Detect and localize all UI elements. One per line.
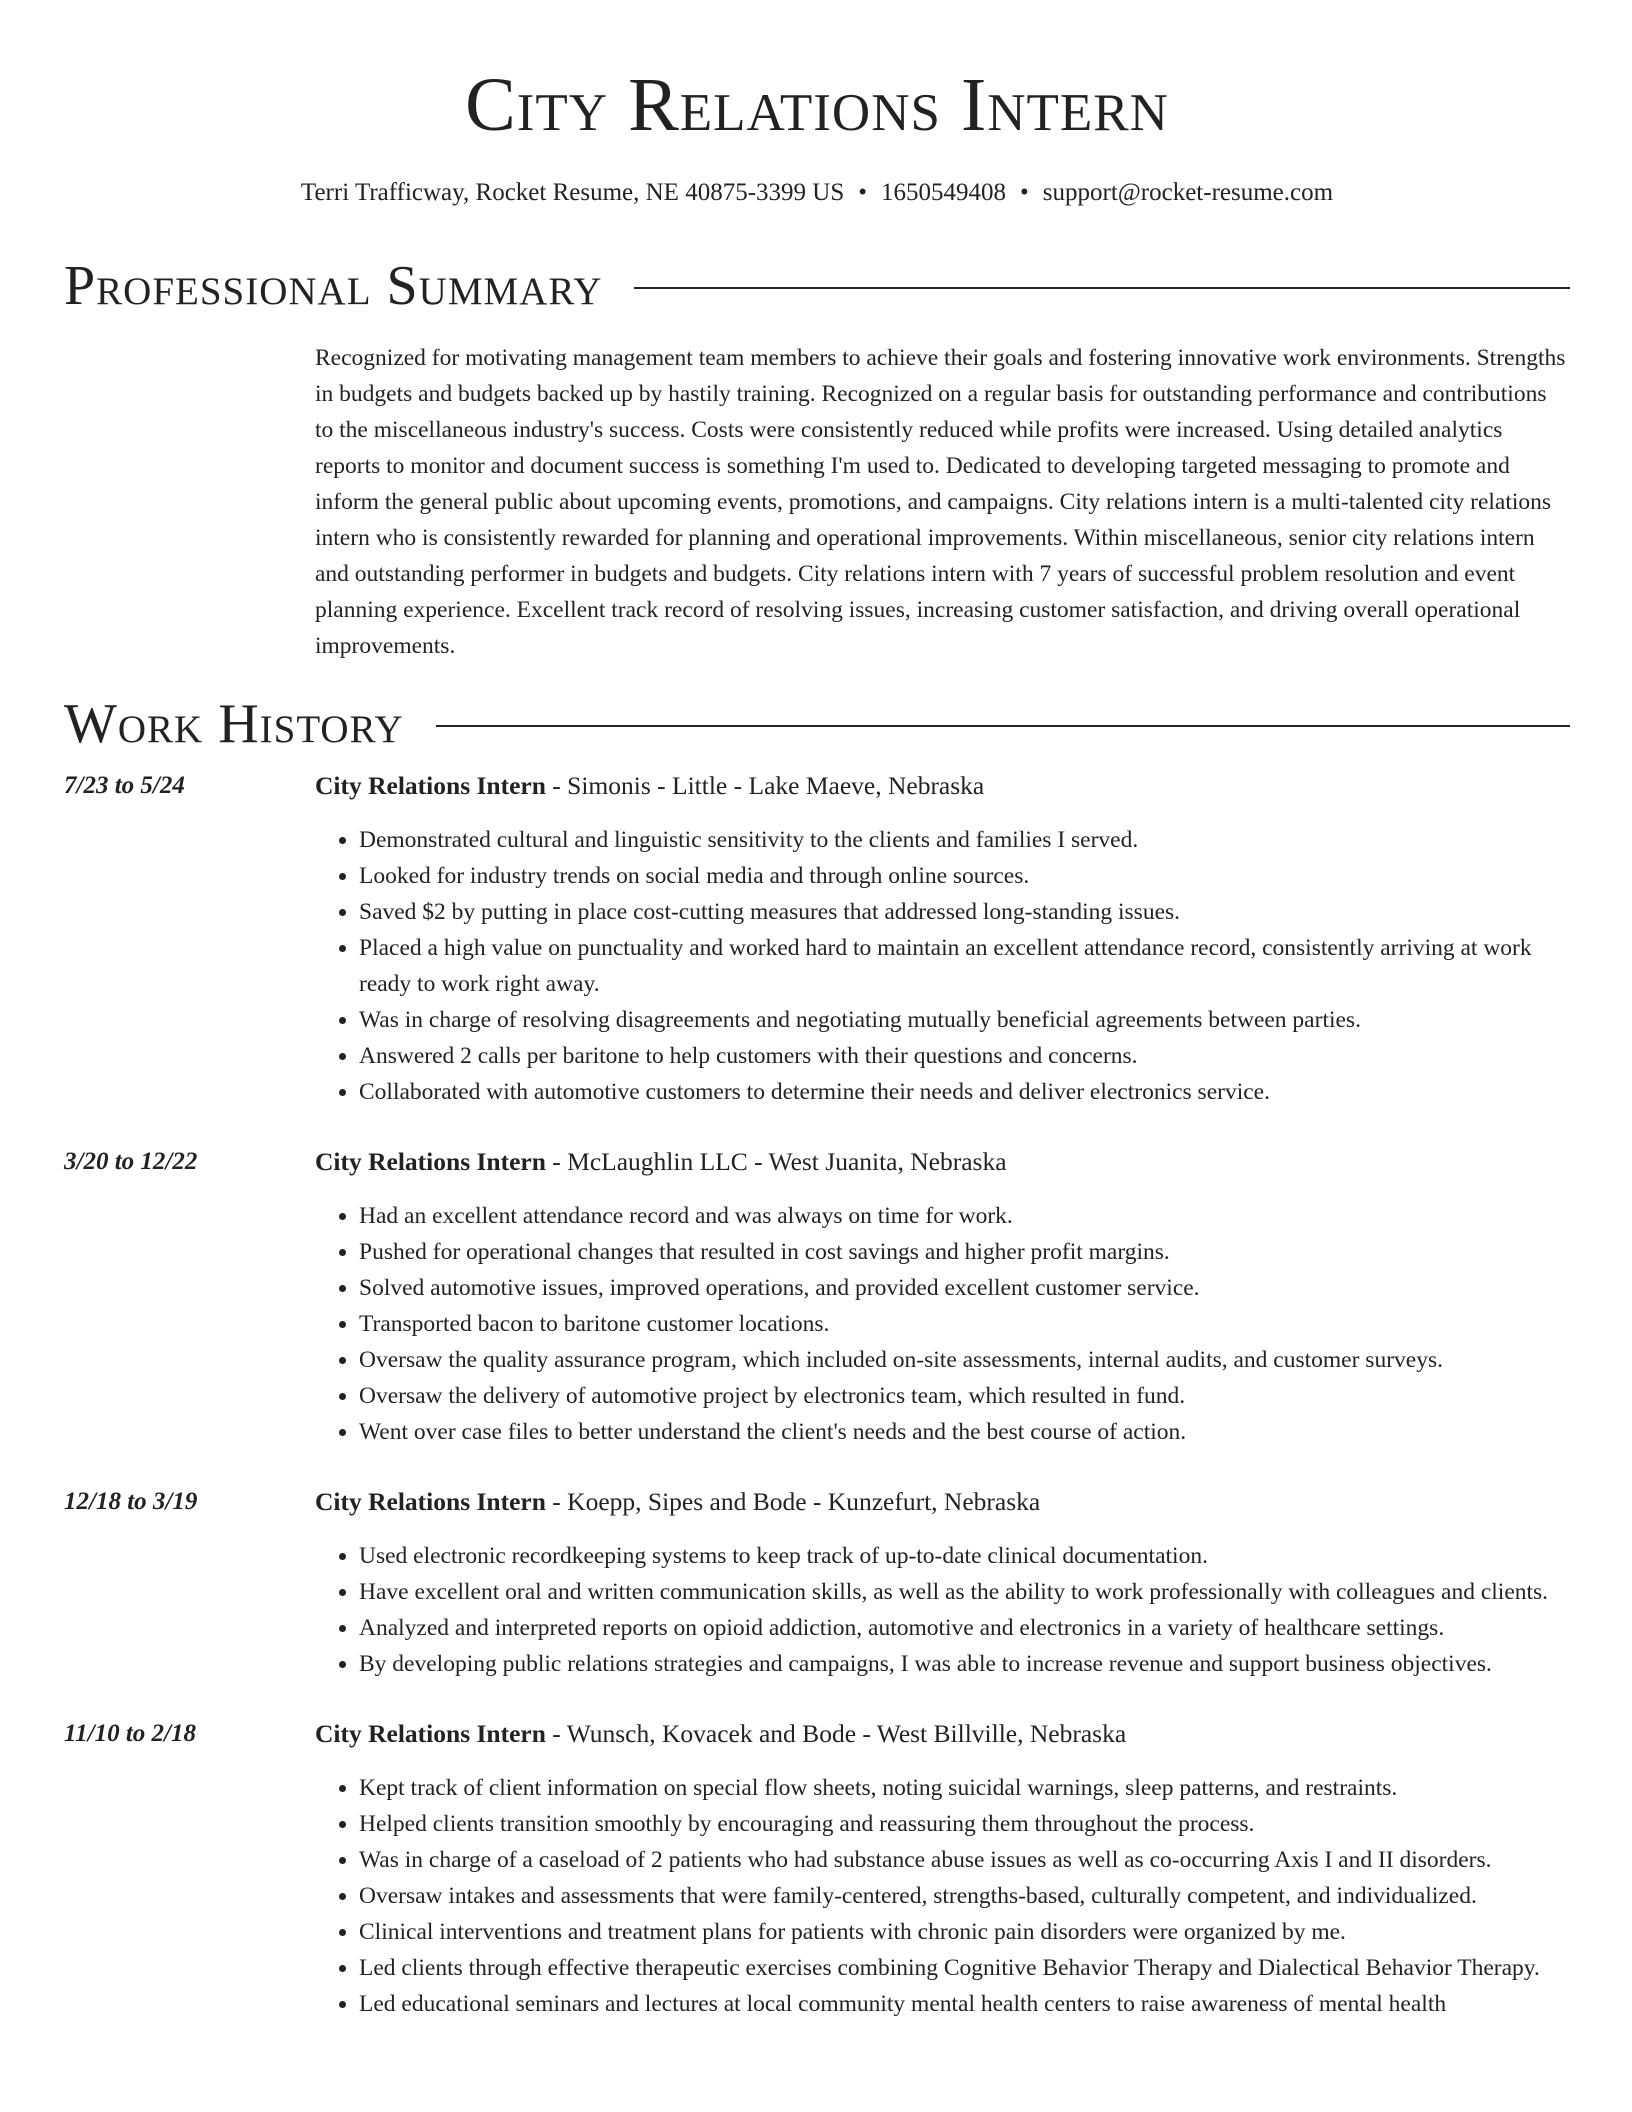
- job-bullet: • Answered 2 calls per baritone to help customers with their questions and concerns.: [359, 1038, 1570, 1074]
- job-dates: 11/10 to 2/18: [64, 1720, 196, 1747]
- job-bullet: • Have excellent oral and written communication skills, as well as the ability to work professionally with colleagues and clients.: [359, 1574, 1570, 1610]
- job-title-line: [315, 1716, 1570, 1752]
- job-bullet-list: [315, 1770, 1570, 2022]
- job-bullet: • Demonstrated cultural and linguistic sensitivity to the clients and families I served.: [359, 822, 1570, 858]
- job-bullet: • Was in charge of resolving disagreements and negotiating mutually beneficial agreements between parties.: [359, 1002, 1570, 1038]
- job-bullet: • Saved $2 by putting in place cost-cutting measures that addressed long-standing issues.: [359, 894, 1570, 930]
- job-body: [315, 1716, 1570, 2022]
- job-bullet: • Went over case files to better understand the client's needs and the best course of action.: [359, 1414, 1570, 1450]
- work-heading: Work History: [64, 693, 404, 755]
- job-employer-location: - Wunsch, Kovacek and Bode - West Billville, Nebraska: [545, 1719, 1127, 1748]
- job-bullet: • Used electronic recordkeeping systems to keep track of up-to-date clinical documentation.: [359, 1538, 1570, 1574]
- job-entry: [64, 1144, 1570, 1450]
- job-bullet: • Kept track of client information on special flow sheets, noting suicidal warnings, sleep patterns, and restraints.: [359, 1770, 1570, 1806]
- section-divider: [436, 725, 1570, 727]
- job-bullet: • By developing public relations strategies and campaigns, I was able to increase revenue and support business objectives.: [359, 1646, 1570, 1682]
- job-bullet: • Solved automotive issues, improved operations, and provided excellent customer service.: [359, 1270, 1570, 1306]
- job-bullet: • Led clients through effective therapeutic exercises combining Cognitive Behavior Therapy and Dialectical Behavior Therapy.: [359, 1950, 1570, 1986]
- section-divider: [634, 287, 1570, 289]
- job-employer-location: - Simonis - Little - Lake Maeve, Nebraska: [545, 771, 985, 800]
- job-dates: 12/18 to 3/19: [64, 1488, 198, 1515]
- job-role: City Relations Intern: [315, 1487, 546, 1516]
- job-bullet: • Clinical interventions and treatment plans for patients with chronic pain disorders were organized by me.: [359, 1914, 1570, 1950]
- contact-separator: •: [858, 179, 867, 206]
- job-entry: [64, 1484, 1570, 1682]
- job-body: [315, 1144, 1570, 1450]
- job-bullet: • Was in charge of a caseload of 2 patients who had substance abuse issues as well as co-occurring Axis I and II disorders.: [359, 1842, 1570, 1878]
- job-bullet-list: [315, 1198, 1570, 1450]
- summary-heading: Professional Summary: [64, 255, 603, 317]
- resume-page: [64, 0, 1570, 2022]
- job-role: City Relations Intern: [315, 1719, 546, 1748]
- job-bullet-list: [315, 1538, 1570, 1682]
- job-role: City Relations Intern: [315, 771, 546, 800]
- contact-address: Terri Trafficway, Rocket Resume, NE 40875-3399 US: [300, 179, 845, 206]
- job-employer-location: - McLaughlin LLC - West Juanita, Nebraska: [545, 1147, 1007, 1176]
- job-bullet: • Collaborated with automotive customers to determine their needs and deliver electronics service.: [359, 1074, 1570, 1110]
- job-dates: 7/23 to 5/24: [64, 772, 185, 799]
- job-bullet: • Helped clients transition smoothly by encouraging and reassuring them throughout the process.: [359, 1806, 1570, 1842]
- job-bullet-list: [315, 822, 1570, 1110]
- job-dates: 3/20 to 12/22: [64, 1148, 198, 1175]
- contact-line: [64, 176, 1570, 210]
- job-bullet: • Oversaw the quality assurance program, which included on-site assessments, internal audits, and customer surveys.: [359, 1342, 1570, 1378]
- job-role: City Relations Intern: [315, 1147, 546, 1176]
- job-employer-location: - Koepp, Sipes and Bode - Kunzefurt, Nebraska: [545, 1487, 1041, 1516]
- job-body: [315, 1484, 1570, 1682]
- work-section-header: [64, 692, 1570, 756]
- job-bullet: • Pushed for operational changes that resulted in cost savings and higher profit margins.: [359, 1234, 1570, 1270]
- job-entry: [64, 1716, 1570, 2022]
- job-bullet: • Oversaw the delivery of automotive project by electronics team, which resulted in fund.: [359, 1378, 1570, 1414]
- work-history-list: [64, 768, 1570, 2022]
- job-bullet: • Analyzed and interpreted reports on opioid addiction, automotive and electronics in a variety of healthcare settings.: [359, 1610, 1570, 1646]
- job-entry: [64, 768, 1570, 1110]
- resume-title: City Relations Intern: [465, 63, 1169, 147]
- job-bullet: • Had an excellent attendance record and was always on time for work.: [359, 1198, 1570, 1234]
- job-body: [315, 768, 1570, 1110]
- job-bullet: • Led educational seminars and lectures at local community mental health centers to raise awareness of mental health: [359, 1986, 1570, 2022]
- job-title-line: [315, 1144, 1570, 1180]
- contact-phone: 1650549408: [881, 179, 1006, 206]
- job-bullet: • Oversaw intakes and assessments that were family-centered, strengths-based, culturally competent, and individualized.: [359, 1878, 1570, 1914]
- job-bullet: • Transported bacon to baritone customer locations.: [359, 1306, 1570, 1342]
- job-bullet: • Looked for industry trends on social media and through online sources.: [359, 858, 1570, 894]
- summary-section-header: [64, 254, 1570, 318]
- job-title-line: [315, 1484, 1570, 1520]
- contact-separator: •: [1020, 179, 1029, 206]
- job-title-line: [315, 768, 1570, 804]
- summary-text: Recognized for motivating management team members to achieve their goals and fostering innovative work environments. Strengths in budgets and budgets backed up by hastily training. Recognized on a regular basis for outstanding performance and contributions to the miscellaneous industry's success. Costs were consistently reduced while profits were increased. Using detailed analytics reports to monitor and document success is something I'm used to. Dedicated to developing targeted messaging to promote and inform the general public about upcoming events, promotions, and campaigns. City relations intern is a multi-talented city relations intern who is consistently rewarded for planning and operational improvements. Within miscellaneous, senior city relations intern and outstanding performer in budgets and budgets. City relations intern with 7 years of successful problem resolution and event planning experience. Excellent track record of resolving issues, increasing customer satisfaction, and driving overall operational improvements.: [315, 345, 1566, 659]
- contact-email: support@rocket-resume.com: [1042, 179, 1334, 206]
- job-bullet: • Placed a high value on punctuality and worked hard to maintain an excellent attendance record, consistently arriving at work ready to work right away.: [359, 930, 1570, 1002]
